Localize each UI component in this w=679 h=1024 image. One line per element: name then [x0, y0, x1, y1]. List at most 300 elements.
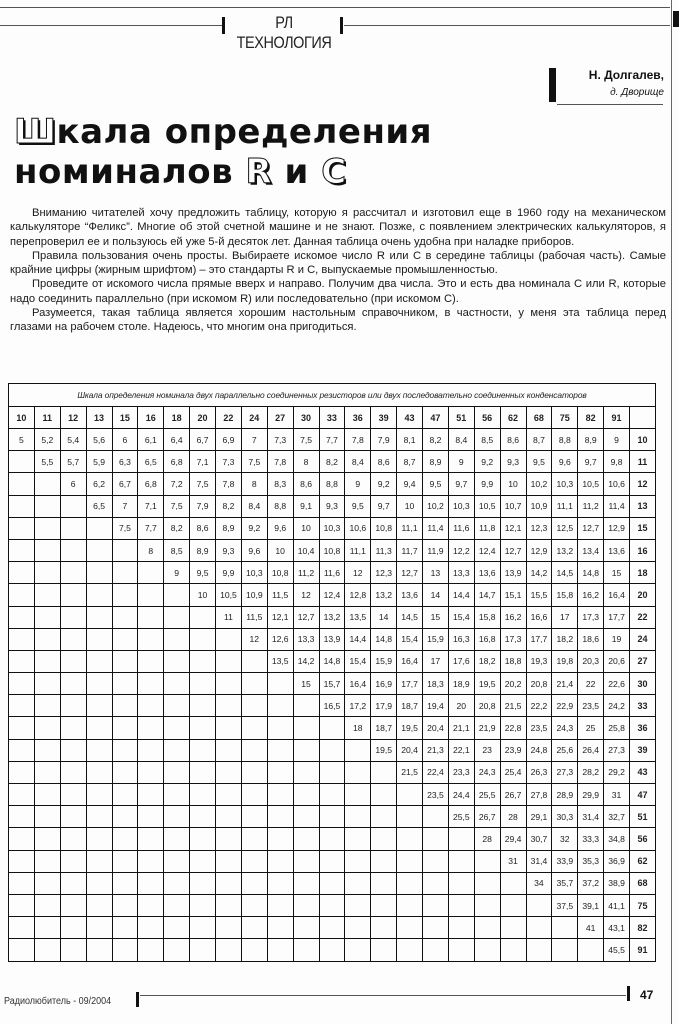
empty-cell [371, 828, 397, 850]
empty-cell [164, 917, 190, 939]
value-cell: 9,5 [190, 562, 216, 584]
value-cell: 6,8 [164, 451, 190, 473]
empty-cell [164, 739, 190, 761]
table-row [9, 828, 656, 850]
corner-marker [673, 11, 679, 27]
empty-cell [34, 495, 60, 517]
empty-cell [423, 828, 449, 850]
value-cell: 10 [267, 539, 293, 561]
value-cell: 13,9 [500, 562, 526, 584]
empty-cell [60, 539, 86, 561]
value-cell: 18 [345, 717, 371, 739]
empty-cell [112, 784, 138, 806]
value-cell: 21,5 [397, 761, 423, 783]
value-cell: 12,9 [604, 517, 630, 539]
empty-cell [86, 850, 112, 872]
empty-cell [474, 872, 500, 894]
value-cell: 15,9 [371, 650, 397, 672]
value-cell: 11,2 [293, 562, 319, 584]
value-cell: 9,6 [267, 517, 293, 539]
section-title: РЛ ТЕХНОЛОГИЯ [236, 13, 332, 52]
value-cell: 7,2 [164, 473, 190, 495]
table-row [9, 650, 656, 672]
value-cell: 17 [423, 650, 449, 672]
table-row [9, 894, 656, 916]
table-row [9, 717, 656, 739]
empty-cell [371, 806, 397, 828]
empty-cell [138, 894, 164, 916]
column-header: 24 [241, 407, 267, 429]
empty-cell [60, 562, 86, 584]
value-cell: 6 [60, 473, 86, 495]
empty-cell [474, 850, 500, 872]
value-cell: 8,2 [319, 451, 345, 473]
row-label: 20 [630, 584, 656, 606]
empty-cell [397, 872, 423, 894]
empty-cell [319, 739, 345, 761]
empty-cell [319, 828, 345, 850]
value-cell: 8,1 [397, 429, 423, 451]
empty-cell [216, 739, 242, 761]
value-cell: 28,2 [578, 761, 604, 783]
empty-cell [112, 917, 138, 939]
value-cell: 17 [552, 606, 578, 628]
value-cell: 9 [448, 451, 474, 473]
empty-cell [86, 606, 112, 628]
empty-cell [138, 606, 164, 628]
empty-cell [319, 850, 345, 872]
value-cell: 14,2 [293, 650, 319, 672]
magazine-issue: Радиолюбитель - 09/2004 [4, 996, 112, 1007]
value-cell: 35,3 [578, 850, 604, 872]
value-cell: 20,6 [604, 650, 630, 672]
empty-cell [86, 695, 112, 717]
table-row [9, 517, 656, 539]
value-cell: 15,4 [345, 650, 371, 672]
empty-cell [164, 784, 190, 806]
empty-cell [34, 562, 60, 584]
empty-cell [423, 917, 449, 939]
value-cell: 5,2 [34, 429, 60, 451]
value-cell: 7,8 [267, 451, 293, 473]
value-cell: 16,8 [474, 628, 500, 650]
row-label: 43 [630, 761, 656, 783]
value-cell: 7,5 [241, 451, 267, 473]
empty-cell [241, 695, 267, 717]
value-cell: 41 [578, 917, 604, 939]
empty-cell [112, 539, 138, 561]
value-cell: 12,5 [552, 517, 578, 539]
value-cell: 33,9 [552, 850, 578, 872]
row-label: 11 [630, 451, 656, 473]
empty-cell [138, 939, 164, 961]
value-cell: 21,3 [423, 739, 449, 761]
empty-cell [9, 628, 35, 650]
row-label: 16 [630, 539, 656, 561]
right-margin-rule [671, 0, 672, 1024]
value-cell: 6,7 [112, 473, 138, 495]
empty-cell [267, 806, 293, 828]
value-cell: 10,8 [267, 562, 293, 584]
empty-cell [60, 872, 86, 894]
value-cell: 5,9 [86, 451, 112, 473]
empty-cell [138, 872, 164, 894]
value-cell: 13 [423, 562, 449, 584]
value-cell: 14,8 [319, 650, 345, 672]
value-cell: 10,8 [319, 539, 345, 561]
empty-cell [164, 628, 190, 650]
empty-cell [371, 894, 397, 916]
empty-cell [293, 917, 319, 939]
value-cell: 29,1 [526, 806, 552, 828]
table-row [9, 784, 656, 806]
value-cell: 18,7 [397, 695, 423, 717]
empty-cell [267, 761, 293, 783]
value-cell: 6,2 [86, 473, 112, 495]
value-cell: 13,6 [474, 562, 500, 584]
empty-cell [241, 872, 267, 894]
empty-cell [397, 828, 423, 850]
value-cell: 13,5 [267, 650, 293, 672]
row-label: 18 [630, 562, 656, 584]
value-cell: 20,3 [578, 650, 604, 672]
empty-cell [190, 894, 216, 916]
empty-cell [216, 784, 242, 806]
column-header: 56 [474, 407, 500, 429]
value-cell: 14 [371, 606, 397, 628]
empty-cell [112, 806, 138, 828]
empty-cell [241, 939, 267, 961]
article-title-line1 [14, 110, 432, 154]
empty-cell [267, 894, 293, 916]
empty-cell [500, 917, 526, 939]
value-cell: 7,5 [293, 429, 319, 451]
empty-cell [190, 828, 216, 850]
table-row [9, 429, 656, 451]
table-row [9, 806, 656, 828]
value-cell: 8,8 [267, 495, 293, 517]
value-cell: 8,8 [552, 429, 578, 451]
value-cell: 7,7 [319, 429, 345, 451]
value-cell: 12,7 [578, 517, 604, 539]
value-cell: 26,7 [500, 784, 526, 806]
empty-cell [138, 917, 164, 939]
column-header: 36 [345, 407, 371, 429]
value-cell: 5,7 [60, 451, 86, 473]
empty-cell [34, 806, 60, 828]
empty-cell [9, 739, 35, 761]
empty-cell [371, 850, 397, 872]
title-initial: Ш [14, 112, 57, 152]
empty-cell [9, 451, 35, 473]
title-letter-c: C [321, 152, 347, 192]
value-cell: 8,6 [190, 517, 216, 539]
page-number: 47 [640, 988, 654, 1002]
empty-cell [9, 872, 35, 894]
value-cell: 18,6 [578, 628, 604, 650]
value-cell: 12,3 [526, 517, 552, 539]
value-cell: 9 [604, 429, 630, 451]
value-cell: 36,9 [604, 850, 630, 872]
value-cell: 19,4 [423, 695, 449, 717]
column-header: 12 [60, 407, 86, 429]
empty-cell [112, 850, 138, 872]
value-cell: 14,7 [474, 584, 500, 606]
value-cell: 8,4 [448, 429, 474, 451]
column-header: 13 [86, 407, 112, 429]
value-cell: 8 [138, 539, 164, 561]
empty-cell [60, 517, 86, 539]
value-cell: 10,7 [500, 495, 526, 517]
value-cell: 21,9 [474, 717, 500, 739]
empty-cell [86, 717, 112, 739]
empty-cell [241, 761, 267, 783]
empty-cell [371, 761, 397, 783]
empty-cell [216, 650, 242, 672]
empty-cell [9, 473, 35, 495]
value-cell: 26,4 [578, 739, 604, 761]
value-cell: 17,3 [578, 606, 604, 628]
value-cell: 24,3 [474, 761, 500, 783]
empty-cell [319, 806, 345, 828]
author-underline [557, 104, 663, 105]
paragraph: Правила пользования очень просты. Выбираете искомое число R или C в середине таблицы (рабочая часть). Самые крайние цифры (жирным шрифтом) – это стандарты R и C, выпускаемые промышленностью. [10, 249, 666, 277]
value-cell: 12,9 [526, 539, 552, 561]
value-cell: 12,2 [448, 539, 474, 561]
row-label: 51 [630, 806, 656, 828]
value-cell: 9,7 [448, 473, 474, 495]
value-cell: 9,3 [216, 539, 242, 561]
empty-cell [190, 939, 216, 961]
value-cell: 9,8 [604, 451, 630, 473]
column-header: 27 [267, 407, 293, 429]
value-cell: 8 [293, 451, 319, 473]
empty-cell [319, 761, 345, 783]
empty-cell [448, 828, 474, 850]
value-cell: 11,9 [423, 539, 449, 561]
title-letter-r: R [245, 152, 273, 192]
empty-cell [216, 717, 242, 739]
column-header: 10 [9, 407, 35, 429]
value-cell: 13,2 [319, 606, 345, 628]
value-cell: 15,4 [397, 628, 423, 650]
empty-cell [526, 894, 552, 916]
empty-cell [138, 761, 164, 783]
table-row [9, 539, 656, 561]
table-caption: Шкала определения номинала двух параллельно соединенных резисторов или двух последовательно соединенных конденсаторов [9, 384, 656, 407]
empty-cell [241, 717, 267, 739]
empty-cell [112, 939, 138, 961]
table-row [9, 850, 656, 872]
empty-cell [9, 517, 35, 539]
empty-cell [216, 917, 242, 939]
value-cell: 34,8 [604, 828, 630, 850]
value-cell: 22,9 [552, 695, 578, 717]
value-cell: 9,7 [371, 495, 397, 517]
top-rule [0, 7, 670, 8]
value-cell: 24,2 [604, 695, 630, 717]
value-cell: 16,2 [500, 606, 526, 628]
empty-cell [34, 473, 60, 495]
value-cell: 20,8 [474, 695, 500, 717]
empty-cell [9, 695, 35, 717]
empty-cell [9, 784, 35, 806]
value-cell: 14,5 [397, 606, 423, 628]
value-cell: 20,4 [397, 739, 423, 761]
empty-cell [34, 650, 60, 672]
value-cell: 18,9 [448, 673, 474, 695]
table-row [9, 473, 656, 495]
value-cell: 8 [241, 473, 267, 495]
value-cell: 14,5 [552, 562, 578, 584]
empty-cell [190, 650, 216, 672]
value-cell: 7,5 [164, 495, 190, 517]
value-cell: 9,6 [552, 451, 578, 473]
value-cell: 17,9 [371, 695, 397, 717]
value-cell: 15,9 [423, 628, 449, 650]
row-label: 36 [630, 717, 656, 739]
empty-cell [216, 695, 242, 717]
value-cell: 8,2 [164, 517, 190, 539]
value-cell: 8,4 [345, 451, 371, 473]
row-label: 39 [630, 739, 656, 761]
value-cell: 10,5 [578, 473, 604, 495]
value-cell: 15 [423, 606, 449, 628]
empty-cell [526, 917, 552, 939]
value-cell: 11,4 [423, 517, 449, 539]
row-label: 47 [630, 784, 656, 806]
empty-cell [474, 939, 500, 961]
value-cell: 23,5 [526, 717, 552, 739]
empty-cell [190, 806, 216, 828]
section-rule-left [0, 25, 222, 26]
empty-cell [9, 539, 35, 561]
value-cell: 26,7 [474, 806, 500, 828]
empty-cell [241, 917, 267, 939]
empty-cell [241, 850, 267, 872]
empty-cell [164, 717, 190, 739]
value-cell: 11,2 [578, 495, 604, 517]
empty-cell [241, 739, 267, 761]
column-header: 91 [604, 407, 630, 429]
empty-cell [60, 850, 86, 872]
empty-cell [86, 673, 112, 695]
empty-cell [474, 894, 500, 916]
empty-cell [319, 872, 345, 894]
empty-cell [60, 939, 86, 961]
empty-cell [267, 784, 293, 806]
value-cell: 25,5 [448, 806, 474, 828]
value-cell: 12,3 [371, 562, 397, 584]
value-cell: 10,6 [345, 517, 371, 539]
value-cell: 15,7 [319, 673, 345, 695]
value-cell: 20,8 [526, 673, 552, 695]
empty-cell [112, 739, 138, 761]
empty-cell [9, 717, 35, 739]
value-cell: 10,3 [319, 517, 345, 539]
empty-cell [293, 872, 319, 894]
row-label: 62 [630, 850, 656, 872]
empty-cell [552, 917, 578, 939]
column-header: 22 [216, 407, 242, 429]
empty-cell [9, 939, 35, 961]
value-cell: 9,2 [241, 517, 267, 539]
value-cell: 29,2 [604, 761, 630, 783]
value-cell: 10,8 [371, 517, 397, 539]
empty-cell [267, 917, 293, 939]
value-cell: 13,3 [448, 562, 474, 584]
value-cell: 7,1 [190, 451, 216, 473]
value-cell: 8,6 [371, 451, 397, 473]
empty-cell [9, 650, 35, 672]
section-bar-right [340, 17, 343, 34]
empty-cell [138, 628, 164, 650]
empty-cell [86, 539, 112, 561]
empty-cell [190, 606, 216, 628]
value-cell: 20 [448, 695, 474, 717]
row-label: 91 [630, 939, 656, 961]
section-rule-right [344, 25, 670, 26]
empty-cell [345, 939, 371, 961]
empty-cell [60, 739, 86, 761]
value-cell: 15 [604, 562, 630, 584]
value-cell: 35,7 [552, 872, 578, 894]
value-cell: 9,9 [474, 473, 500, 495]
value-cell: 16,5 [319, 695, 345, 717]
empty-cell [241, 894, 267, 916]
value-cell: 6,5 [86, 495, 112, 517]
empty-cell [448, 917, 474, 939]
empty-cell [397, 939, 423, 961]
value-cell: 23 [474, 739, 500, 761]
table-row [9, 451, 656, 473]
empty-cell [216, 673, 242, 695]
empty-cell [34, 850, 60, 872]
empty-cell [164, 606, 190, 628]
value-cell: 22,8 [500, 717, 526, 739]
empty-cell [164, 872, 190, 894]
empty-cell [423, 850, 449, 872]
empty-cell [86, 739, 112, 761]
empty-cell [267, 673, 293, 695]
value-cell: 13,2 [371, 584, 397, 606]
author-bar [549, 68, 556, 102]
empty-cell [9, 828, 35, 850]
empty-cell [138, 673, 164, 695]
empty-cell [138, 584, 164, 606]
empty-cell [216, 894, 242, 916]
value-cell: 22,6 [604, 673, 630, 695]
empty-cell [190, 784, 216, 806]
empty-cell [34, 739, 60, 761]
table-row [9, 628, 656, 650]
table-row [9, 673, 656, 695]
value-cell: 7,9 [371, 429, 397, 451]
empty-cell [34, 695, 60, 717]
row-label: 30 [630, 673, 656, 695]
value-cell: 6,9 [216, 429, 242, 451]
value-cell: 18,8 [500, 650, 526, 672]
empty-cell [216, 939, 242, 961]
empty-cell [241, 784, 267, 806]
value-cell: 11,5 [267, 584, 293, 606]
empty-cell [112, 562, 138, 584]
value-cell: 31,4 [526, 850, 552, 872]
paragraph: Разумеется, такая таблица является хорошим настольным справочником, в частности, у меня эта таблица перед глазами на рабочем столе. Надеюсь, что многим она пригодиться. [10, 307, 666, 334]
value-cell: 12,7 [500, 539, 526, 561]
value-cell: 37,5 [552, 894, 578, 916]
value-cell: 22,1 [448, 739, 474, 761]
